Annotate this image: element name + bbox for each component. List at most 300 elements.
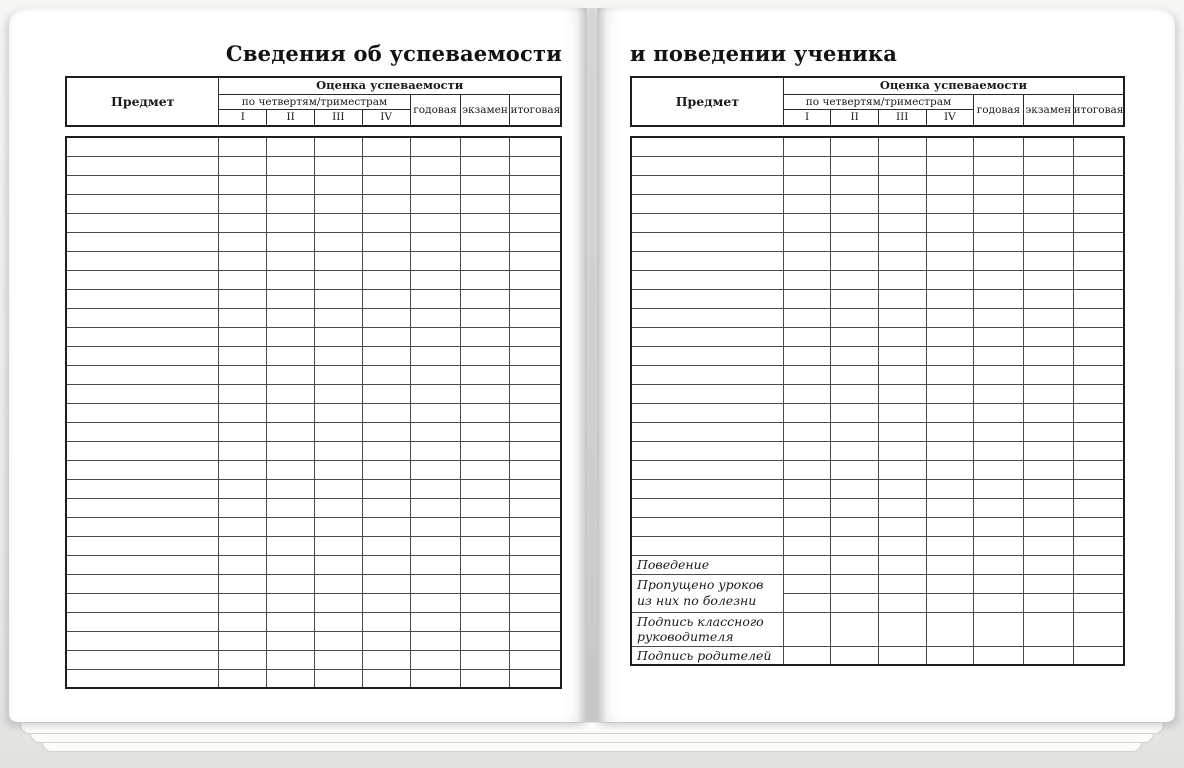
grade-cell [460,251,510,270]
grade-cell [460,270,510,289]
grade-cell [460,346,510,365]
grade-cell [926,308,974,327]
grade-cell [831,555,879,574]
grade-cell [410,536,460,555]
grade-cell [1073,517,1124,536]
grade-cell [267,156,315,175]
grade-cell [1073,593,1124,612]
grade-cell [974,327,1024,346]
table-row [66,650,561,669]
grade-cell [1023,289,1073,308]
grade-cell [926,270,974,289]
grade-cell [362,232,410,251]
grade-cell [783,213,831,232]
table-row [66,631,561,650]
signature-cell [1073,612,1124,646]
grade-cell [974,498,1024,517]
grade-cell [878,479,926,498]
grade-cell [460,517,510,536]
table-row [631,251,1124,270]
grade-cell [1073,365,1124,384]
grade-cell [974,156,1024,175]
grade-cell [878,403,926,422]
teacher-signature-label [631,612,783,646]
grade-cell [362,346,410,365]
table-row [631,194,1124,213]
grade-cell [510,479,561,498]
subject-cell [66,365,219,384]
grade-cell [878,422,926,441]
grade-cell [1023,574,1073,593]
subject-cell [66,536,219,555]
grade-cell [1023,346,1073,365]
grade-cell [783,498,831,517]
grade-cell [974,441,1024,460]
subject-cell [631,308,783,327]
grade-cell [219,156,267,175]
grade-cell [314,384,362,403]
grade-cell [267,593,315,612]
grade-cell [510,175,561,194]
right-page [597,8,1175,722]
grade-cell [878,555,926,574]
grade-cell [783,232,831,251]
grade-cell [314,251,362,270]
table-row [66,555,561,574]
table-row [66,517,561,536]
grade-cell [410,517,460,536]
table-row [631,308,1124,327]
grade-cell [510,669,561,688]
grade-cell [267,536,315,555]
grade-cell [783,555,831,574]
grade-cell [362,251,410,270]
grade-cell [783,574,831,593]
table-row [66,593,561,612]
grade-cell [1023,156,1073,175]
grade-cell [926,232,974,251]
grade-cell [831,308,879,327]
grade-cell [1073,498,1124,517]
grade-cell [410,156,460,175]
annual-header-cell: годовая [974,94,1024,126]
grade-cell [410,669,460,688]
subject-cell [66,213,219,232]
left-page [9,8,587,722]
quarter-2-header-cell: II [831,110,879,126]
grade-cell [219,251,267,270]
table-row [631,156,1124,175]
signature-cell [926,612,974,646]
behavior-label: Поведение [631,555,783,574]
grade-cell [362,327,410,346]
subject-cell [66,574,219,593]
grade-cell [831,346,879,365]
grade-cell [267,308,315,327]
grade-cell [831,194,879,213]
signature-cell [974,612,1024,646]
subject-cell [631,175,783,194]
grade-cell [267,574,315,593]
grade-cell [1073,251,1124,270]
grade-cell [314,441,362,460]
grade-cell [1073,574,1124,593]
grade-cell [878,593,926,612]
grade-cell [362,365,410,384]
grade-cell [831,574,879,593]
grade-cell [267,555,315,574]
grade-cell [314,593,362,612]
grade-cell [362,175,410,194]
grade-cell [510,650,561,669]
grade-cell [510,232,561,251]
grade-cell [926,498,974,517]
grade-cell [1023,232,1073,251]
grade-cell [926,441,974,460]
grades-group-header-cell: Оценка успеваемости [219,77,561,94]
grade-cell [974,251,1024,270]
subject-cell [631,289,783,308]
parents-signature-label: Подпись родителей [631,646,783,665]
grade-cell [219,289,267,308]
grade-cell [362,517,410,536]
subject-cell [631,479,783,498]
missed-lessons-line: Пропущено уроков [637,577,764,593]
grade-cell [510,441,561,460]
table-row [66,289,561,308]
subject-cell [631,194,783,213]
grade-cell [783,403,831,422]
grade-cell [1023,175,1073,194]
grade-cell [219,650,267,669]
grade-cell [974,384,1024,403]
grade-cell [1073,156,1124,175]
signature-cell [878,646,926,665]
table-row [66,327,561,346]
grade-cell [219,631,267,650]
grade-cell [362,631,410,650]
grade-cell [831,498,879,517]
grade-cell [219,612,267,631]
grade-cell [460,441,510,460]
grade-cell [267,232,315,251]
grade-cell [974,194,1024,213]
signature-cell [878,612,926,646]
grade-cell [219,213,267,232]
table-row [66,308,561,327]
signature-cell [831,612,879,646]
subject-cell [66,441,219,460]
grade-cell [219,669,267,688]
grade-cell [362,593,410,612]
grade-cell [410,213,460,232]
grade-cell [314,403,362,422]
grade-cell [267,346,315,365]
quarter-1-header-cell: I [783,110,831,126]
grade-cell [878,498,926,517]
grade-cell [926,403,974,422]
grade-cell [510,403,561,422]
grade-cell [1023,365,1073,384]
grade-cell [410,137,460,156]
grade-cell [510,460,561,479]
grade-cell [926,194,974,213]
quarter-4-header-cell: IV [362,110,410,126]
grade-cell [219,175,267,194]
signature-cell [1023,646,1073,665]
grade-cell [1023,517,1073,536]
grade-cell [878,384,926,403]
grade-cell [831,175,879,194]
grade-cell [219,308,267,327]
grade-cell [510,308,561,327]
grade-cell [510,631,561,650]
grade-cell [878,441,926,460]
grade-cell [510,346,561,365]
grade-cell [783,327,831,346]
table-row [66,479,561,498]
table-row [631,346,1124,365]
grade-cell [783,517,831,536]
grade-cell [926,479,974,498]
grade-cell [460,365,510,384]
grade-cell [783,536,831,555]
grade-cell [410,289,460,308]
grade-cell [926,327,974,346]
grade-cell [974,308,1024,327]
grade-cell [362,441,410,460]
grade-cell [974,479,1024,498]
subject-cell [631,251,783,270]
grade-cell [783,593,831,612]
grade-cell [510,422,561,441]
grade-cell [974,517,1024,536]
right-table-footer [631,555,1124,665]
grade-cell [219,194,267,213]
grade-cell [1073,308,1124,327]
grade-cell [510,289,561,308]
grade-cell [460,536,510,555]
grade-cell [1023,403,1073,422]
grade-cell [974,536,1024,555]
grade-cell [1023,270,1073,289]
grade-cell [267,479,315,498]
final-header-cell: итоговая [510,94,561,126]
table-row [631,517,1124,536]
table-row [66,612,561,631]
grade-cell [460,308,510,327]
grade-cell [219,403,267,422]
grade-cell [974,213,1024,232]
grade-cell [460,232,510,251]
grade-cell [974,422,1024,441]
left-table-body [66,137,561,688]
grade-cell [1023,422,1073,441]
grade-cell [926,289,974,308]
grade-cell [267,137,315,156]
subject-cell [66,593,219,612]
teacher-signature-line1: Подпись классного [637,613,764,629]
teacher-signature-line2: руководителя [637,629,734,645]
grade-cell [362,612,410,631]
subject-cell [631,346,783,365]
grade-cell [510,517,561,536]
page-stack-edge [30,733,1154,743]
grade-cell [510,327,561,346]
grade-cell [410,441,460,460]
grade-cell [1023,137,1073,156]
grade-cell [410,650,460,669]
subject-cell [66,498,219,517]
grade-cell [926,536,974,555]
grade-cell [926,175,974,194]
grade-cell [1023,460,1073,479]
grade-cell [362,555,410,574]
grade-cell [362,289,410,308]
table-row [66,156,561,175]
grade-cell [831,441,879,460]
subject-cell [66,251,219,270]
grade-cell [267,517,315,536]
subject-cell [66,422,219,441]
table-row [66,194,561,213]
grade-cell [460,669,510,688]
grade-cell [267,460,315,479]
grade-cell [410,346,460,365]
grade-cell [410,593,460,612]
grade-cell [362,308,410,327]
table-row [66,536,561,555]
grade-cell [362,213,410,232]
grade-cell [831,460,879,479]
grade-cell [219,422,267,441]
table-row [631,137,1124,156]
grade-cell [410,574,460,593]
grade-cell [460,156,510,175]
table-row [66,346,561,365]
grade-cell [460,498,510,517]
grade-cell [314,289,362,308]
grade-cell [410,365,460,384]
subject-cell [66,669,219,688]
grade-cell [410,460,460,479]
grade-cell [1023,593,1073,612]
subject-cell [631,498,783,517]
quarter-1-header-cell: I [219,110,267,126]
grade-cell [314,175,362,194]
signature-cell [974,646,1024,665]
grade-cell [831,251,879,270]
grade-cell [926,555,974,574]
grade-cell [362,137,410,156]
table-row [66,270,561,289]
grade-cell [267,669,315,688]
grade-cell [362,498,410,517]
grade-cell [460,479,510,498]
table-row [66,251,561,270]
grade-cell [314,270,362,289]
grade-cell [314,365,362,384]
grade-cell [510,555,561,574]
grade-cell [219,555,267,574]
grade-cell [974,289,1024,308]
table-row [66,574,561,593]
grade-cell [783,137,831,156]
grade-cell [362,270,410,289]
table-row [631,384,1124,403]
grade-cell [510,593,561,612]
grade-cell [314,517,362,536]
grade-cell [314,232,362,251]
subject-cell [66,289,219,308]
table-row [631,232,1124,251]
table-row [66,669,561,688]
grade-cell [783,384,831,403]
exam-header-cell: экзамен [1023,94,1073,126]
grade-cell [926,213,974,232]
subject-cell [631,384,783,403]
grade-cell [510,612,561,631]
grade-cell [460,403,510,422]
subject-cell [631,213,783,232]
grade-cell [878,156,926,175]
grade-cell [1073,555,1124,574]
grade-cell [783,441,831,460]
grade-cell [314,308,362,327]
grade-cell [1073,270,1124,289]
grade-cell [974,175,1024,194]
grade-cell [362,479,410,498]
grade-cell [1073,479,1124,498]
grade-cell [267,175,315,194]
grade-cell [267,631,315,650]
grade-cell [314,156,362,175]
grade-cell [974,403,1024,422]
table-row [631,460,1124,479]
grade-cell [1023,555,1073,574]
grade-cell [460,460,510,479]
grade-cell [926,156,974,175]
grade-cell [410,422,460,441]
table-row [631,289,1124,308]
grade-cell [219,536,267,555]
grade-cell [510,498,561,517]
subject-cell [631,137,783,156]
grade-cell [783,270,831,289]
grade-cell [410,194,460,213]
page-stack-edge [42,742,1142,752]
grade-cell [410,327,460,346]
subject-cell [66,156,219,175]
subject-cell [631,327,783,346]
grade-cell [410,555,460,574]
grade-cell [314,555,362,574]
grade-cell [878,346,926,365]
table-row [66,365,561,384]
grade-cell [314,346,362,365]
grade-cell [1023,536,1073,555]
grade-cell [460,213,510,232]
grade-cell [974,346,1024,365]
grade-cell [926,365,974,384]
subject-cell [631,536,783,555]
grade-cell [362,384,410,403]
grade-cell [878,536,926,555]
grade-cell [314,650,362,669]
table-row [66,175,561,194]
grade-cell [314,631,362,650]
table-row [66,403,561,422]
